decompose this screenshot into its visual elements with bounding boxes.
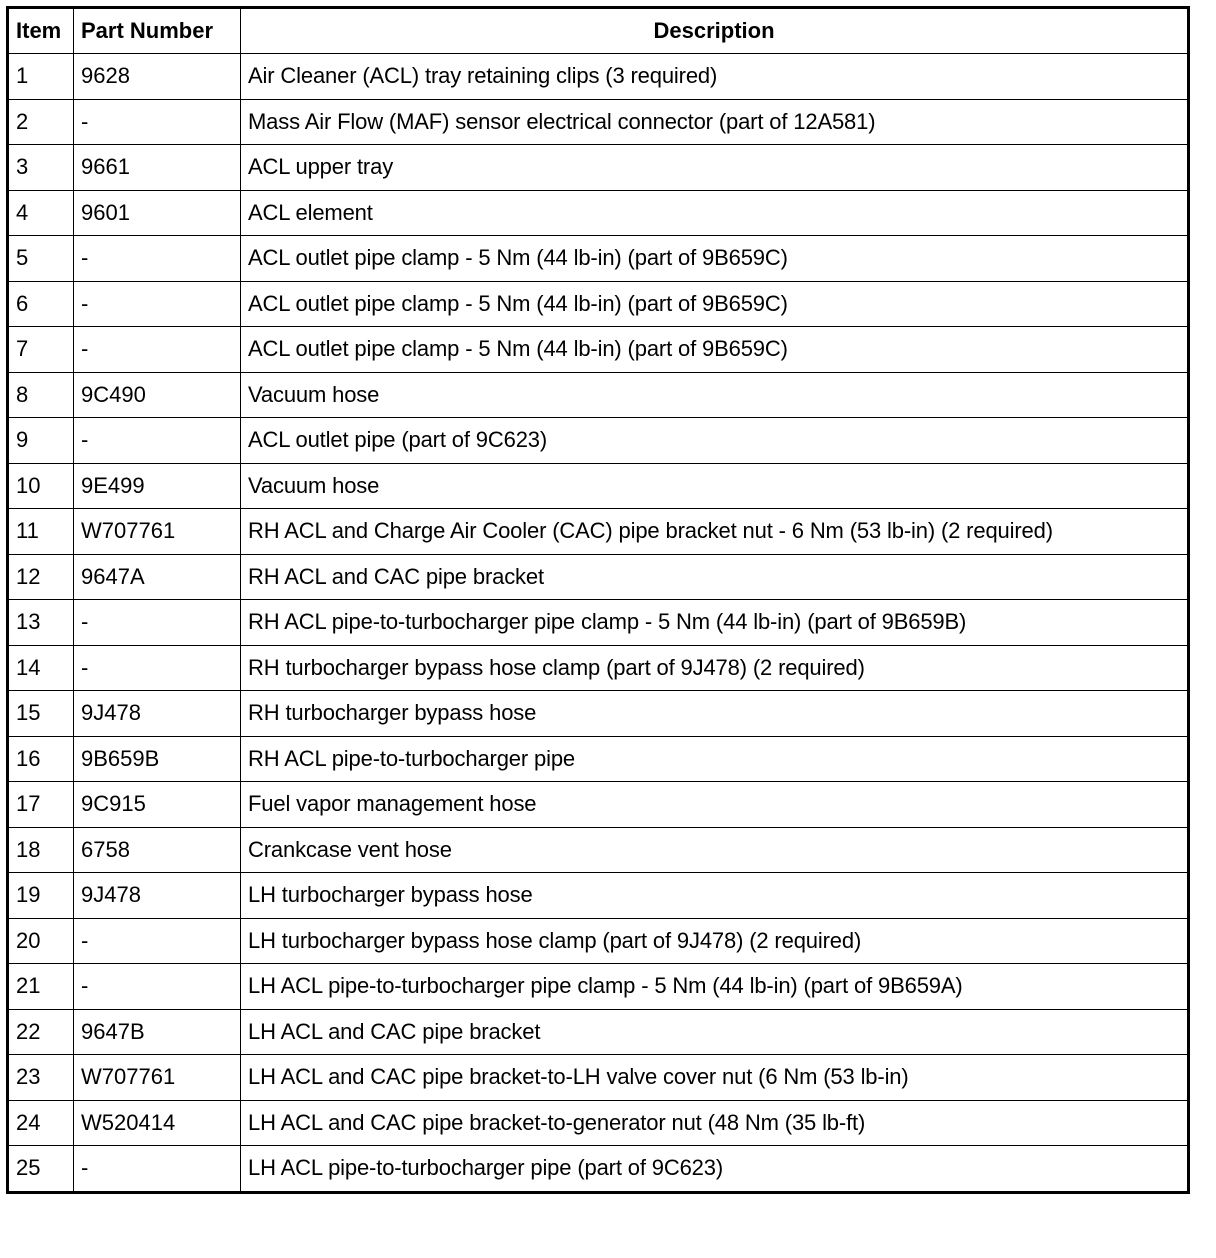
- part-number-cell: W520414: [74, 1100, 241, 1146]
- item-cell: 17: [8, 782, 74, 828]
- description-cell: ACL outlet pipe (part of 9C623): [241, 418, 1189, 464]
- item-cell: 14: [8, 645, 74, 691]
- item-cell: 10: [8, 463, 74, 509]
- part-number-cell: -: [74, 327, 241, 373]
- part-number-cell: 9C915: [74, 782, 241, 828]
- table-row: [8, 873, 1189, 919]
- part-number-cell: W707761: [74, 509, 241, 555]
- description-cell: Air Cleaner (ACL) tray retaining clips (3 required): [241, 54, 1189, 100]
- part-number-cell: 9B659B: [74, 736, 241, 782]
- table-row: [8, 54, 1189, 100]
- header-description: Description: [241, 8, 1189, 54]
- part-number-cell: -: [74, 99, 241, 145]
- description-cell: RH turbocharger bypass hose clamp (part of 9J478) (2 required): [241, 645, 1189, 691]
- description-cell: ACL outlet pipe clamp - 5 Nm (44 lb-in) (part of 9B659C): [241, 327, 1189, 373]
- item-cell: 22: [8, 1009, 74, 1055]
- description-cell: LH ACL and CAC pipe bracket-to-generator nut (48 Nm (35 lb-ft): [241, 1100, 1189, 1146]
- description-cell: Mass Air Flow (MAF) sensor electrical connector (part of 12A581): [241, 99, 1189, 145]
- description-cell: LH turbocharger bypass hose clamp (part of 9J478) (2 required): [241, 918, 1189, 964]
- part-number-cell: 9628: [74, 54, 241, 100]
- table-row: [8, 509, 1189, 555]
- description-cell: Vacuum hose: [241, 372, 1189, 418]
- item-cell: 9: [8, 418, 74, 464]
- description-cell: RH turbocharger bypass hose: [241, 691, 1189, 737]
- part-number-cell: 6758: [74, 827, 241, 873]
- table-row: [8, 554, 1189, 600]
- description-cell: ACL element: [241, 190, 1189, 236]
- header-item: Item: [8, 8, 74, 54]
- parts-table: [6, 6, 1190, 1194]
- item-cell: 24: [8, 1100, 74, 1146]
- part-number-cell: 9647A: [74, 554, 241, 600]
- part-number-cell: -: [74, 964, 241, 1010]
- part-number-cell: -: [74, 418, 241, 464]
- table-row: [8, 1055, 1189, 1101]
- description-cell: RH ACL pipe-to-turbocharger pipe: [241, 736, 1189, 782]
- description-cell: LH turbocharger bypass hose: [241, 873, 1189, 919]
- header-row: [8, 8, 1189, 54]
- table-row: [8, 418, 1189, 464]
- description-cell: Fuel vapor management hose: [241, 782, 1189, 828]
- description-cell: Crankcase vent hose: [241, 827, 1189, 873]
- table-row: [8, 463, 1189, 509]
- table-row: [8, 145, 1189, 191]
- table-body: [8, 54, 1189, 1193]
- description-cell: LH ACL and CAC pipe bracket-to-LH valve cover nut (6 Nm (53 lb-in): [241, 1055, 1189, 1101]
- part-number-cell: 9J478: [74, 873, 241, 919]
- part-number-cell: -: [74, 918, 241, 964]
- part-number-cell: -: [74, 600, 241, 646]
- table-row: [8, 964, 1189, 1010]
- item-cell: 21: [8, 964, 74, 1010]
- table-row: [8, 1009, 1189, 1055]
- description-cell: LH ACL pipe-to-turbocharger pipe (part of 9C623): [241, 1146, 1189, 1193]
- description-cell: ACL outlet pipe clamp - 5 Nm (44 lb-in) (part of 9B659C): [241, 236, 1189, 282]
- description-cell: ACL outlet pipe clamp - 5 Nm (44 lb-in) (part of 9B659C): [241, 281, 1189, 327]
- part-number-cell: W707761: [74, 1055, 241, 1101]
- part-number-cell: 9C490: [74, 372, 241, 418]
- item-cell: 7: [8, 327, 74, 373]
- item-cell: 13: [8, 600, 74, 646]
- part-number-cell: 9601: [74, 190, 241, 236]
- description-cell: LH ACL and CAC pipe bracket: [241, 1009, 1189, 1055]
- item-cell: 8: [8, 372, 74, 418]
- description-cell: RH ACL and CAC pipe bracket: [241, 554, 1189, 600]
- part-number-cell: 9J478: [74, 691, 241, 737]
- table-row: [8, 236, 1189, 282]
- item-cell: 20: [8, 918, 74, 964]
- part-number-cell: -: [74, 1146, 241, 1193]
- item-cell: 2: [8, 99, 74, 145]
- table-row: [8, 99, 1189, 145]
- item-cell: 5: [8, 236, 74, 282]
- description-cell: RH ACL pipe-to-turbocharger pipe clamp - 5 Nm (44 lb-in) (part of 9B659B): [241, 600, 1189, 646]
- item-cell: 6: [8, 281, 74, 327]
- table-row: [8, 281, 1189, 327]
- table-row: [8, 327, 1189, 373]
- part-number-cell: 9661: [74, 145, 241, 191]
- item-cell: 25: [8, 1146, 74, 1193]
- table-row: [8, 645, 1189, 691]
- item-cell: 12: [8, 554, 74, 600]
- table-row: [8, 827, 1189, 873]
- part-number-cell: -: [74, 645, 241, 691]
- part-number-cell: 9647B: [74, 1009, 241, 1055]
- item-cell: 16: [8, 736, 74, 782]
- description-cell: ACL upper tray: [241, 145, 1189, 191]
- table-row: [8, 1146, 1189, 1193]
- part-number-cell: -: [74, 281, 241, 327]
- table-row: [8, 782, 1189, 828]
- table-row: [8, 190, 1189, 236]
- header-part-number: Part Number: [74, 8, 241, 54]
- item-cell: 4: [8, 190, 74, 236]
- item-cell: 18: [8, 827, 74, 873]
- item-cell: 3: [8, 145, 74, 191]
- description-cell: Vacuum hose: [241, 463, 1189, 509]
- item-cell: 23: [8, 1055, 74, 1101]
- item-cell: 1: [8, 54, 74, 100]
- table-row: [8, 736, 1189, 782]
- table-row: [8, 918, 1189, 964]
- table-header: [8, 8, 1189, 54]
- table-row: [8, 691, 1189, 737]
- part-number-cell: 9E499: [74, 463, 241, 509]
- table-row: [8, 372, 1189, 418]
- table-row: [8, 1100, 1189, 1146]
- description-cell: LH ACL pipe-to-turbocharger pipe clamp - 5 Nm (44 lb-in) (part of 9B659A): [241, 964, 1189, 1010]
- description-cell: RH ACL and Charge Air Cooler (CAC) pipe bracket nut - 6 Nm (53 lb-in) (2 required): [241, 509, 1189, 555]
- item-cell: 19: [8, 873, 74, 919]
- part-number-cell: -: [74, 236, 241, 282]
- item-cell: 15: [8, 691, 74, 737]
- table-row: [8, 600, 1189, 646]
- item-cell: 11: [8, 509, 74, 555]
